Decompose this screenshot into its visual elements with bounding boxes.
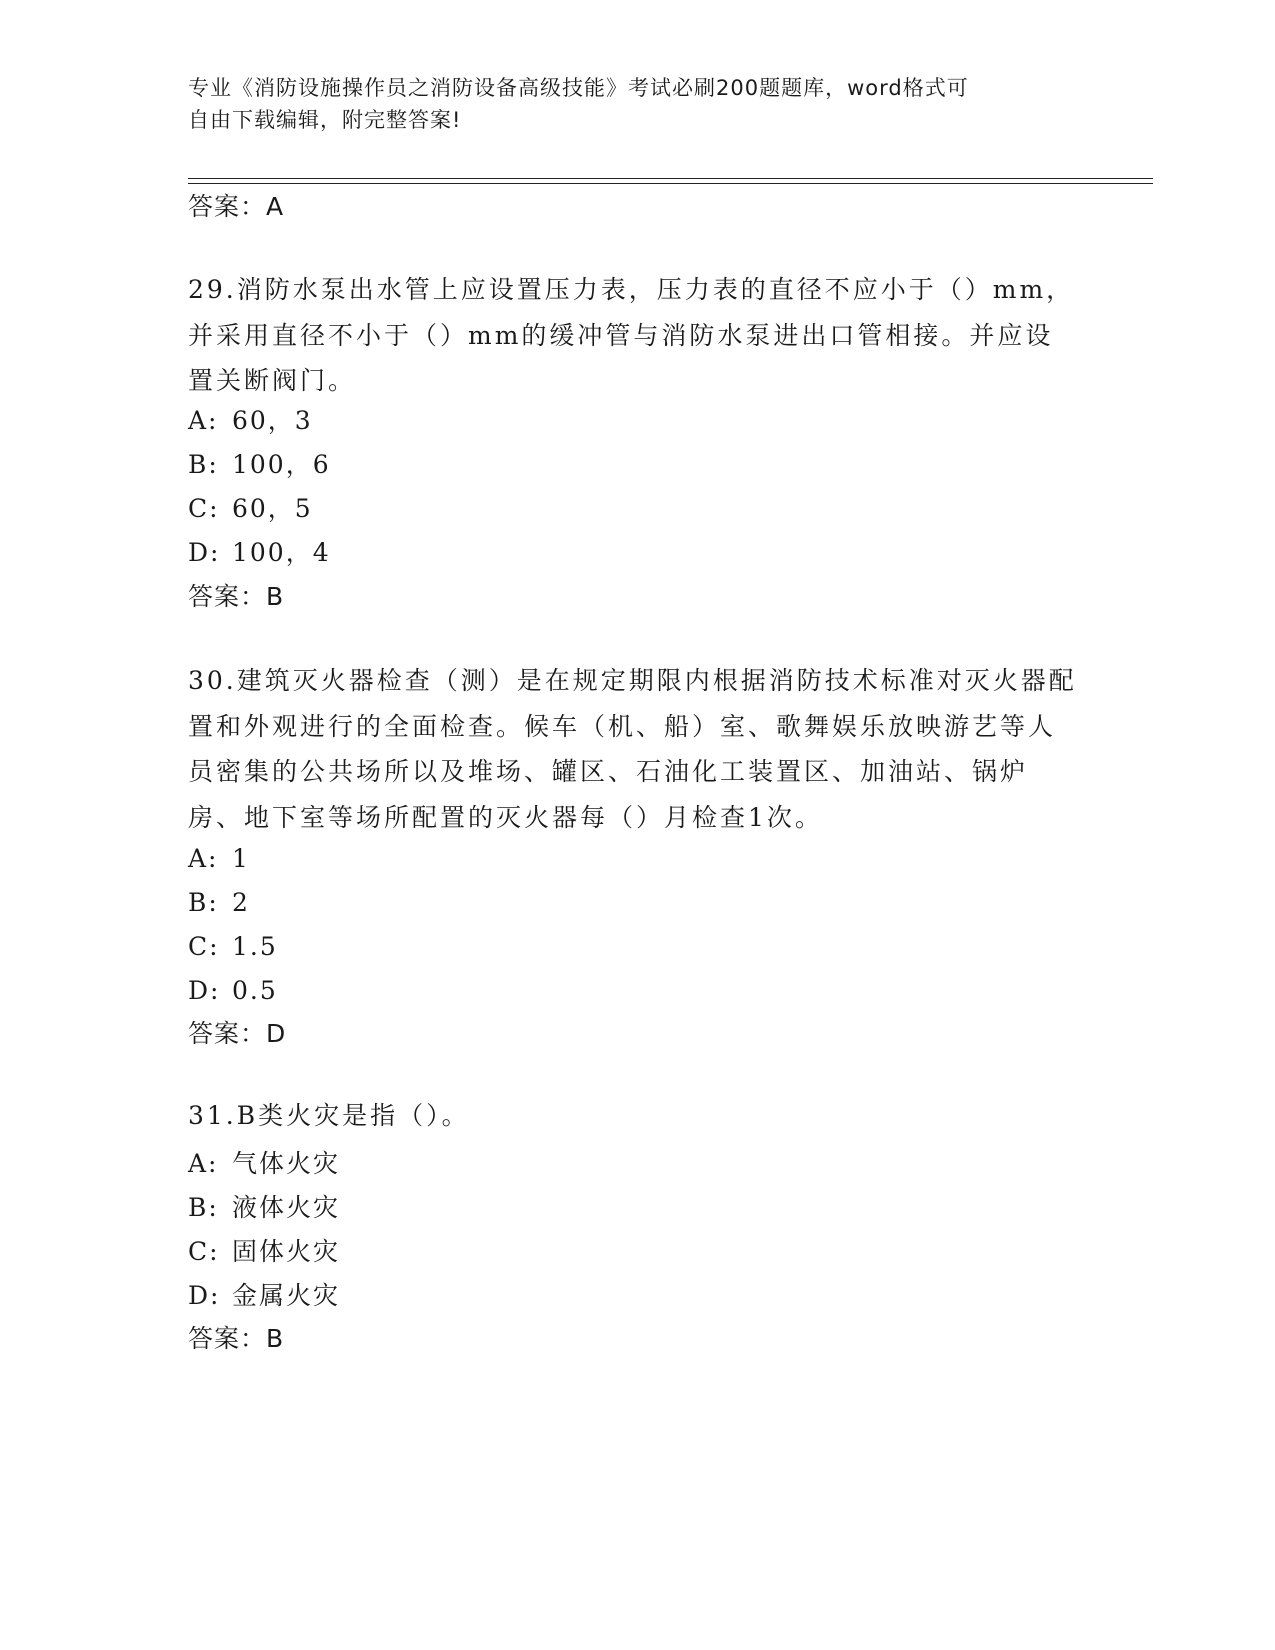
question-29-text: 29.消防水泵出水管上应设置压力表，压力表的直径不应小于（）mm，并采用直径不小于（）mm的缓冲管与消防水泵进出口管相接。并应设置关断阀门。 [188,275,1075,395]
question-29-option-a [188,404,313,438]
question-29-option-d [188,536,331,570]
option-label: C: [188,932,220,961]
option-label: C: [188,1237,220,1266]
option-value: 固体火灾 [232,1237,341,1266]
option-value: 2 [232,888,250,917]
option-label: C: [188,494,220,523]
previous-answer: 答案：A [188,192,285,221]
question-31-option-b [188,1191,340,1225]
question-31-option-a [188,1147,340,1181]
option-value: 100，6 [232,450,331,479]
option-value: 1 [232,844,250,873]
option-label: D: [188,976,221,1005]
option-label: A: [188,844,219,873]
question-30-option-a [188,842,250,876]
question-30-option-b [188,886,250,920]
option-value: 金属火灾 [232,1281,341,1310]
question-31-text: 31.B类火灾是指（）。 [188,1101,470,1130]
option-label: A: [188,1149,219,1178]
header-line-1: 专业《消防设施操作员之消防设备高级技能》考试必刷200题题库，word格式可 [188,76,969,100]
header-line-2: 自由下载编辑，附完整答案! [188,108,462,132]
question-29-option-b [188,448,331,482]
question-31-option-d [188,1279,340,1313]
option-value: 60，3 [232,406,313,435]
option-label: B: [188,1193,219,1222]
question-30-option-c [188,930,278,964]
option-value: 气体火灾 [232,1149,341,1178]
option-value: 60，5 [232,494,313,523]
question-31-option-c [188,1235,340,1269]
option-value: 1.5 [232,932,278,961]
option-label: D: [188,1281,221,1310]
option-value: 100，4 [232,538,331,567]
option-value: 0.5 [232,976,278,1005]
question-29-answer: 答案：B [188,582,285,611]
option-label: B: [188,888,219,917]
option-label: B: [188,450,219,479]
option-value: 液体火灾 [232,1193,341,1222]
question-30-option-d [188,974,278,1008]
question-30-text: 30.建筑灭火器检查（测）是在规定期限内根据消防技术标准对灭火器配置和外观进行的全面检查。候车（机、船）室、歌舞娱乐放映游艺等人员密集的公共场所以及堆场、罐区、石油化工装置区、加油站、锅炉房、地下室等场所配置的灭火器每（）月检查1次。 [188,666,1077,832]
document-header [188,72,1068,136]
question-29-option-c [188,492,313,526]
header-rule-thick [188,183,1153,184]
question-31-answer: 答案：B [188,1324,285,1353]
option-label: A: [188,406,219,435]
option-label: D: [188,538,221,567]
header-rule-thin [188,178,1153,179]
question-30-answer: 答案：D [188,1019,287,1048]
